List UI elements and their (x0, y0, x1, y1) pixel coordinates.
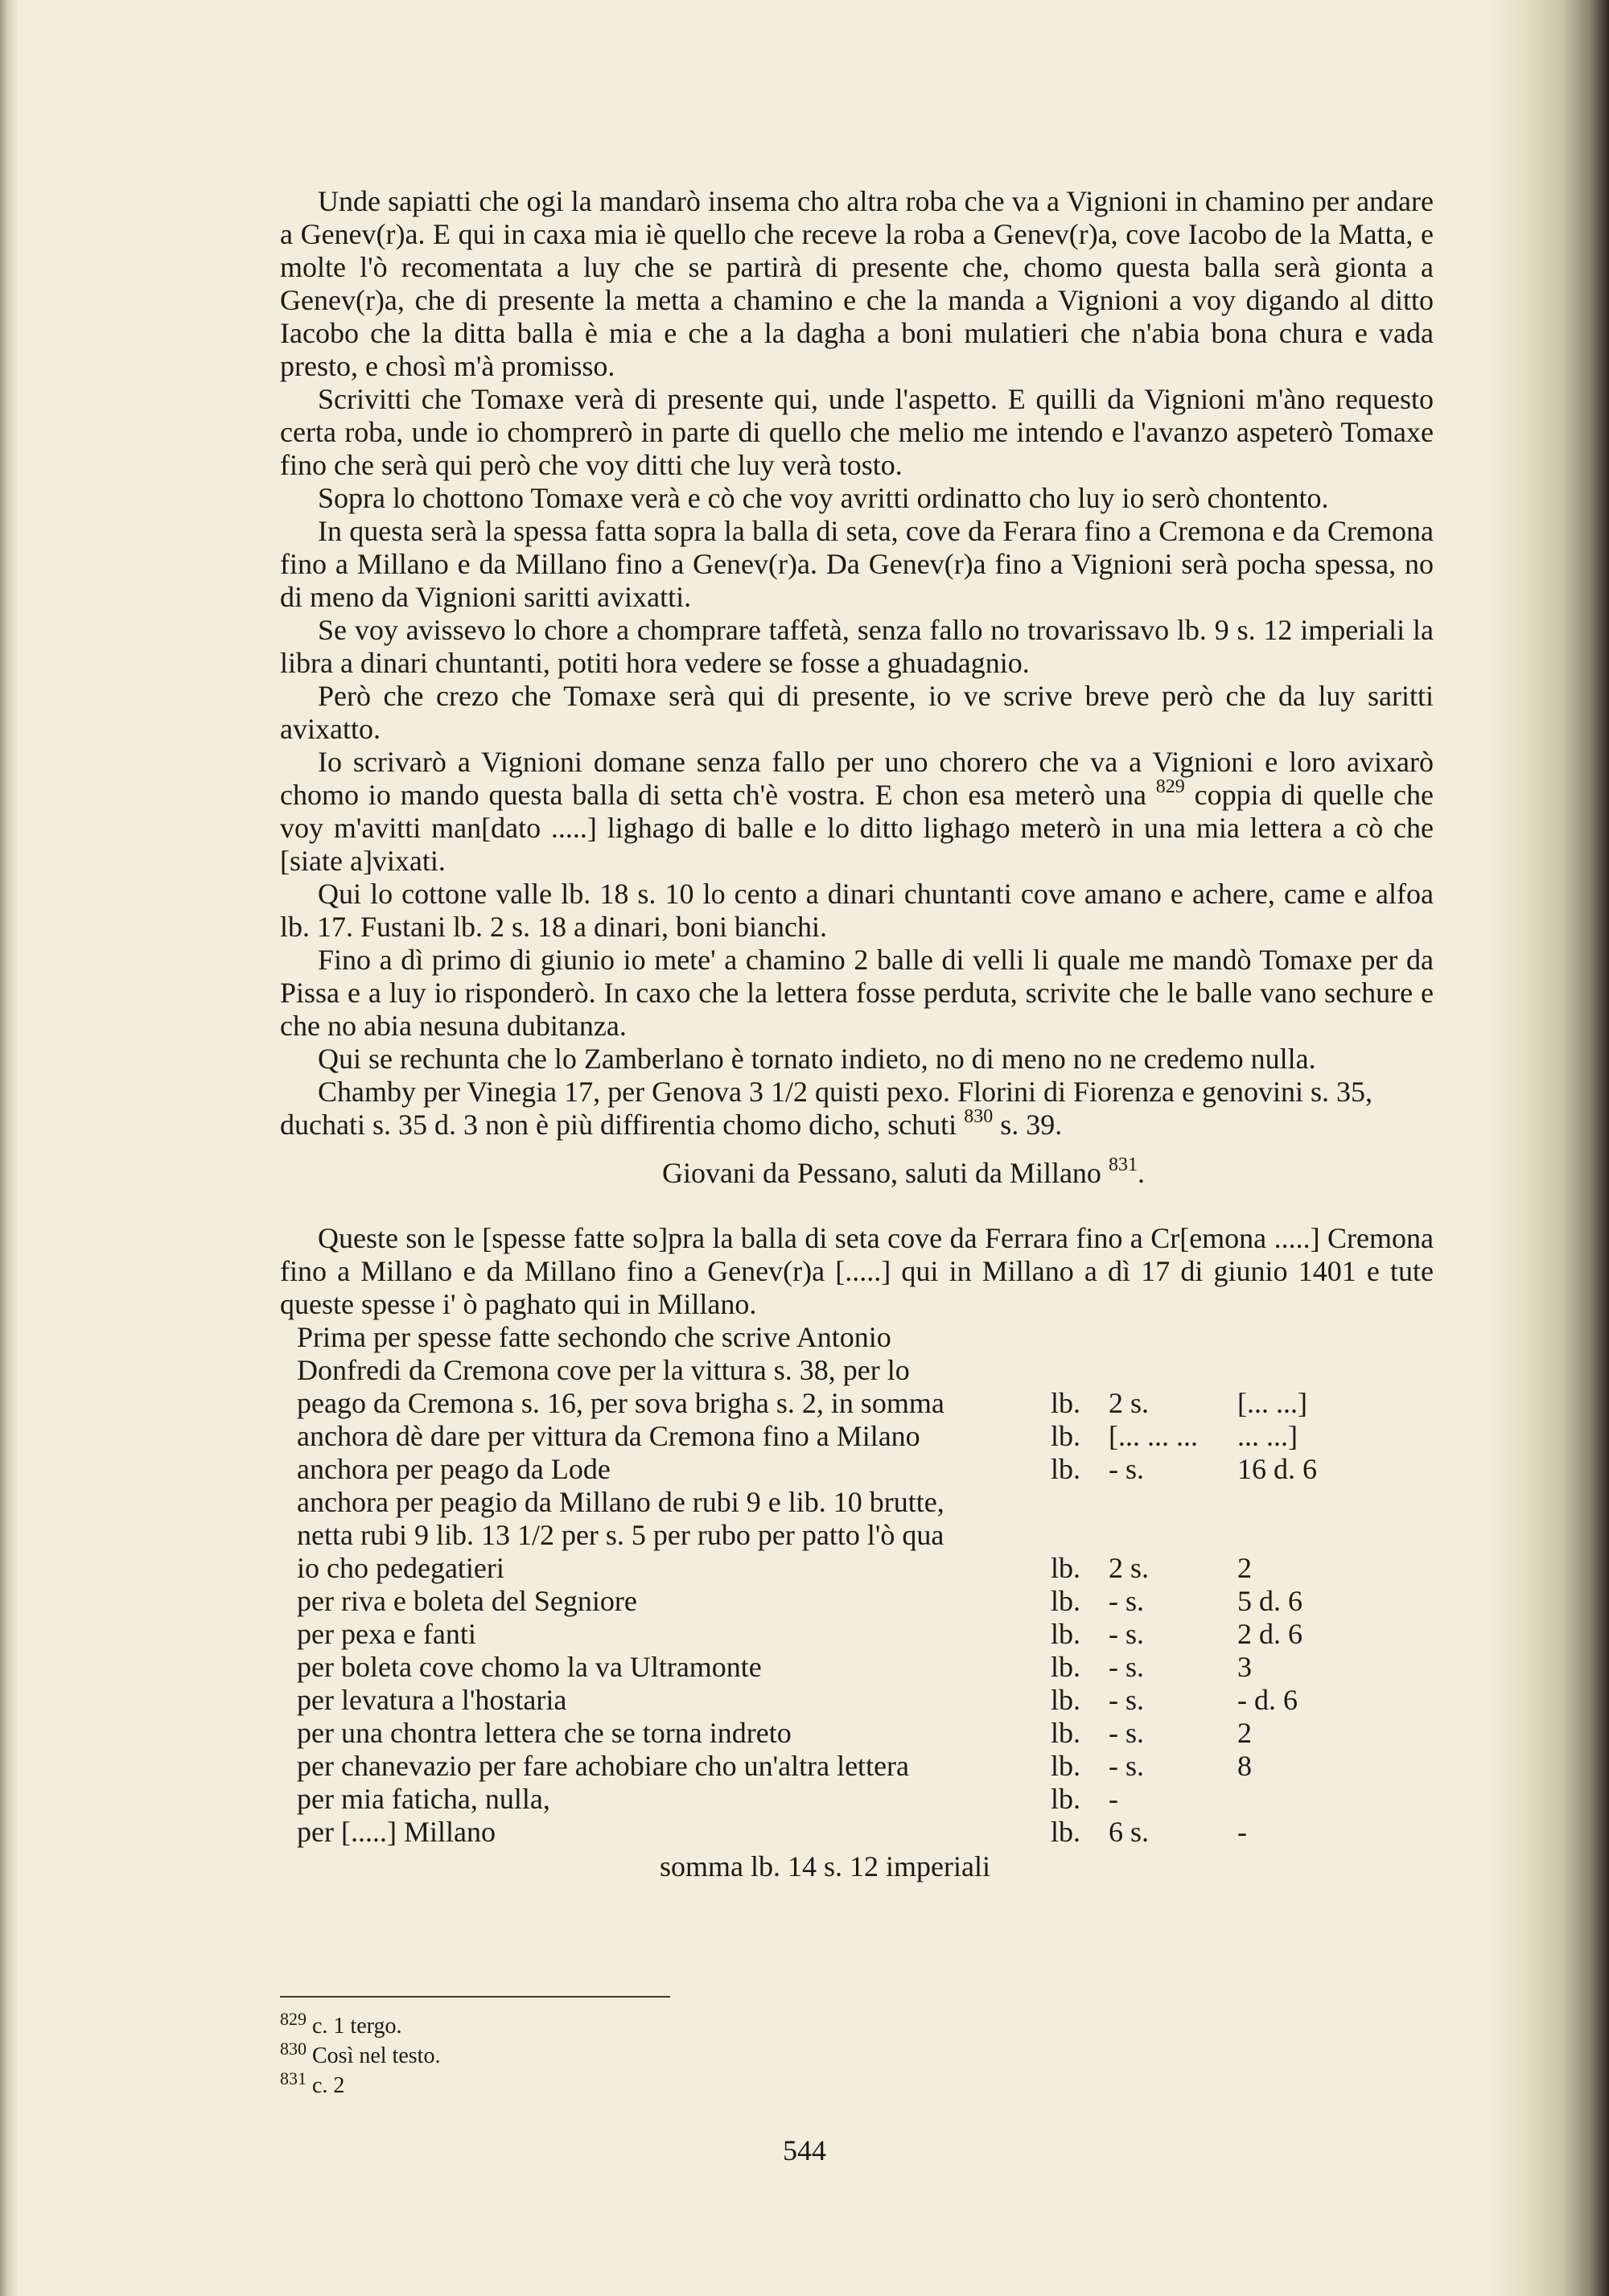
footnote-ref: 830 (964, 1106, 994, 1127)
expense-description: per una chontra lettera che se torna indreto (297, 1717, 792, 1749)
expense-row (280, 1519, 1434, 1552)
footnote-number: 829 (280, 2009, 307, 2029)
footnote-number: 830 (280, 2039, 307, 2059)
paragraph-text: Io scrivarò a Vignioni domane senza fallo per uno chorero che va a Vignioni e loro avixarò chomo io mando questa balla di setta ch'è vostra. E chon esa meterò una (280, 746, 1434, 811)
paragraph: Fino a dì primo di giunio io mete' a chamino 2 balle di velli li quale me mandò Tomaxe per da Pissa e a luy io risponderò. In caxo che la lettera fosse perduta, scrivite che le balle vano sechure e che no abia nesuna dubitanza. (280, 944, 1434, 1042)
expense-denari: ... ...] (1237, 1420, 1298, 1452)
paragraph: Unde sapiatti che ogi la mandarò insema cho altra roba che va a Vignioni in chamino per andare a Genev(r)a. E qui in caxa mia iè quello che receve la roba a Genev(r)a, cove Iacobo de la Matta, e molte l'ò recomentata a luy che se partirà di presente che, chomo questa balla serà gionta a Genev(r)a, che di presente la metta a chamino e che la manda a Vignioni a voy digando al ditto Iacobo che la ditta balla è mia e che a la dagha a boni mulatieri che n'abia bona chura e vada presto, e chosì m'à promisso. (280, 185, 1434, 382)
footnote-text: c. 2 (312, 2073, 345, 2098)
expense-description: Donfredi da Cremona cove per la vittura s. 38, per lo (297, 1354, 910, 1386)
expense-row (280, 1552, 1434, 1585)
expense-lb: lb. (1051, 1420, 1081, 1452)
expense-soldi: [... ... ... (1109, 1420, 1198, 1452)
expense-table (280, 1321, 1434, 1849)
expense-lb: lb. (1051, 1552, 1081, 1584)
book-spine-shadow (1488, 0, 1609, 2296)
expense-soldi: 2 s. (1109, 1552, 1150, 1584)
footnote (280, 2041, 440, 2071)
footnote-text: Così nel testo. (312, 2043, 441, 2068)
expense-denari: 5 d. 6 (1237, 1585, 1302, 1617)
expense-description: anchora per peagio da Millano de rubi 9 e lib. 10 brutte, (297, 1486, 944, 1518)
expense-soldi: - s. (1109, 1618, 1144, 1650)
expense-denari: [... ...] (1237, 1387, 1307, 1419)
page-number: 544 (783, 2134, 826, 2166)
expense-row (280, 1486, 1434, 1519)
expense-denari: - (1237, 1816, 1247, 1848)
expense-soldi: - (1109, 1783, 1118, 1815)
expense-lb: lb. (1051, 1585, 1081, 1617)
expense-description: per riva e boleta del Segniore (297, 1585, 637, 1617)
expense-description: io cho pedegatieri (297, 1552, 504, 1584)
expense-description: per [.....] Millano (297, 1816, 496, 1848)
paragraph: Se voy avissevo lo chore a chomprare taffetà, senza fallo no trovarissavo lb. 9 s. 12 imperiali la libra a dinari chuntanti, potiti hora vedere se fosse a ghuadagnio. (280, 614, 1434, 679)
expense-soldi: 6 s. (1109, 1816, 1150, 1848)
expense-description: peago da Cremona s. 16, per sova brigha s. 2, in somma (297, 1387, 944, 1419)
expense-soldi: - s. (1109, 1684, 1144, 1716)
expense-row (280, 1585, 1434, 1618)
paragraph-with-footnote (280, 746, 1434, 878)
expense-soldi: 2 s. (1109, 1387, 1150, 1419)
expense-description: anchora dè dare per vittura da Cremona fino a Milano (297, 1420, 920, 1452)
expense-soldi: - s. (1109, 1717, 1144, 1749)
section-gap (280, 1190, 1434, 1222)
expense-description: per boleta cove chomo la va Ultramonte (297, 1651, 762, 1683)
expense-row (280, 1420, 1434, 1453)
expense-soldi: - s. (1109, 1585, 1144, 1617)
paragraph: Scrivitti che Tomaxe verà di presente qui, unde l'aspetto. E quilli da Vignioni m'àno requesto certa roba, unde io chomprerò in parte di quello che melio me intendo e l'avanzo aspeterò Tomaxe fino che serà qui però che voy ditti che luy verà tosto. (280, 383, 1434, 481)
expense-soldi: - s. (1109, 1750, 1144, 1782)
paragraph: Qui lo cottone valle lb. 18 s. 10 lo cento a dinari chuntanti cove amano e achere, came e alfoa lb. 17. Fustani lb. 2 s. 18 a dinari, boni bianchi. (280, 878, 1434, 943)
expense-lb: lb. (1051, 1783, 1081, 1815)
footnote-number: 831 (280, 2068, 307, 2088)
expense-denari: 2 d. 6 (1237, 1618, 1302, 1650)
paragraph: Qui se rechunta che lo Zamberlano è tornato indieto, no di meno no ne credemo nulla. (318, 1043, 1316, 1075)
expense-description: Prima per spesse fatte sechondo che scrive Antonio (297, 1321, 891, 1353)
expense-lb: lb. (1051, 1684, 1081, 1716)
paragraph-text: coppia di quelle che voy m'avitti man[dato .....] lighago di balle e lo ditto lighago meterò in una mia lettera a cò che [siate a]vixati. (280, 779, 1434, 877)
expense-lb: lb. (1051, 1453, 1081, 1485)
expense-total: somma lb. 14 s. 12 imperiali (660, 1850, 990, 1882)
expense-denari: - d. 6 (1237, 1684, 1298, 1716)
expense-lb: lb. (1051, 1651, 1081, 1683)
expense-lb: lb. (1051, 1816, 1081, 1848)
main-text (280, 185, 1434, 1883)
expense-soldi: - s. (1109, 1453, 1144, 1485)
expense-denari: 3 (1237, 1651, 1252, 1683)
paragraph-with-footnote (280, 1076, 1434, 1142)
footnote-text: c. 1 tergo. (312, 2014, 402, 2039)
expense-description: per pexa e fanti (297, 1618, 476, 1650)
expense-row (280, 1651, 1434, 1684)
paragraph: Però che crezo che Tomaxe serà qui di presente, io ve scrive breve però che da luy saritti avixatto. (280, 680, 1434, 745)
left-page-edge (0, 0, 18, 2296)
expense-row (280, 1618, 1434, 1651)
expense-row (280, 1321, 1434, 1354)
expense-soldi: - s. (1109, 1651, 1144, 1683)
paragraph: Sopra lo chottono Tomaxe verà e cò che voy avritti ordinatto cho luy io serò chontento. (318, 482, 1329, 514)
paragraph-text: s. 39. (1000, 1109, 1063, 1141)
expense-lb: lb. (1051, 1618, 1081, 1650)
footnote-rule (280, 1996, 670, 1998)
paragraph-text: Chamby per Vinegia 17, per Genova 3 1/2 quisti pexo. Florini di Fiorenza e genovini s. 35, duchati s. 35 d. 3 non è più diffirentia chomo dicho, schuti (280, 1076, 1372, 1141)
expense-lb: lb. (1051, 1387, 1081, 1419)
expense-row (280, 1684, 1434, 1717)
footnote (280, 2011, 440, 2041)
expense-description: per levatura a l'hostaria (297, 1684, 567, 1716)
expense-description: anchora per peago da Lode (297, 1453, 611, 1485)
footnote-ref: 831 (1108, 1154, 1138, 1175)
expense-row (280, 1354, 1434, 1387)
footnote (280, 2068, 440, 2101)
paragraph: In questa serà la spessa fatta sopra la balla di seta, cove da Ferara fino a Cremona e da Cremona fino a Millano e da Millano fino a Genev(r)a. Da Genev(r)a fino a Vignioni serà pocha spessa, no di meno da Vignioni saritti avixatti. (280, 515, 1434, 613)
expense-row (280, 1783, 1434, 1816)
expense-description: per chanevazio per fare achobiare cho un'altra lettera (297, 1750, 910, 1782)
expense-row (280, 1717, 1434, 1750)
expense-row (280, 1387, 1434, 1420)
signature-text: Giovani da Pessano, saluti da Millano (662, 1157, 1101, 1189)
expense-lb: lb. (1051, 1717, 1081, 1749)
footnotes (280, 2011, 440, 2101)
expense-intro: Queste son le [spesse fatte so]pra la balla di seta cove da Ferrara fino a Cr[emona .....] Cremona fino a Millano e da Millano fino a Genev(r)a [.....] qui in Millano a dì 17 di giunio 1401 e tute queste spesse i' ò paghato qui in Millano. (280, 1222, 1434, 1320)
expense-row (280, 1453, 1434, 1486)
footnote-ref: 829 (1155, 776, 1185, 797)
expense-row (280, 1750, 1434, 1783)
expense-denari: 2 (1237, 1717, 1252, 1749)
expense-lb: lb. (1051, 1750, 1081, 1782)
signature: Giovani da Pessano, saluti da Millano $^{831}$. (662, 1154, 1145, 1189)
expense-denari: 16 d. 6 (1237, 1453, 1317, 1485)
expense-denari: 2 (1237, 1552, 1252, 1584)
expense-denari: 8 (1237, 1750, 1252, 1782)
expense-description: per mia faticha, nulla, (297, 1783, 550, 1815)
expense-row (280, 1816, 1434, 1849)
expense-description: netta rubi 9 lib. 13 1/2 per s. 5 per rubo per patto l'ò qua (297, 1519, 944, 1551)
